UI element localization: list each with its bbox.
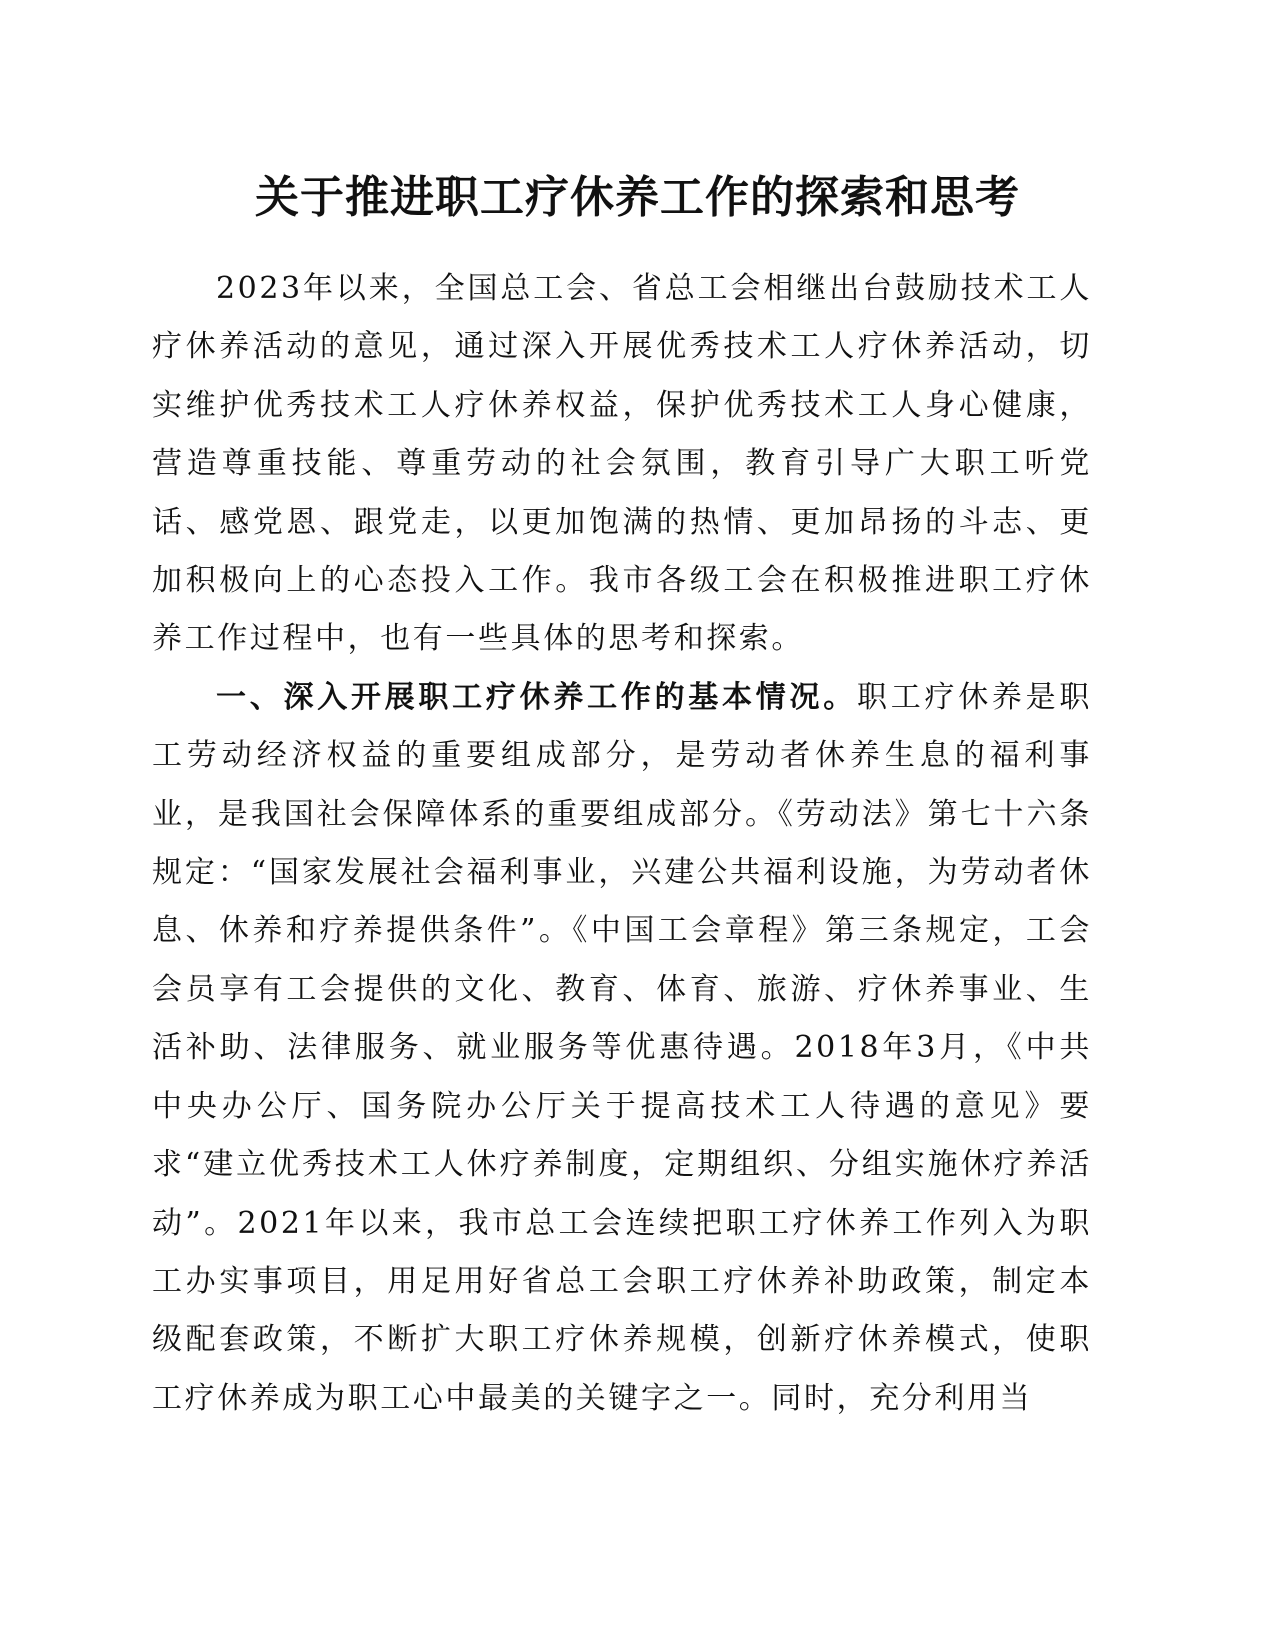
paragraph-section-one [152,669,1092,1428]
section-heading-one: 一、深入开展职工疗休养工作的基本情况。 [216,679,857,715]
paragraph-section-one-text: 职工疗休养是职工劳动经济权益的重要组成部分，是劳动者休养生息的福利事业，是我国社会保障体系的重要组成部分。《劳动法》第七十六条规定：“国家发展社会福利事业，兴建公共福利设施，为劳动者休息、休养和疗养提供条件”。《中国工会章程》第三条规定，工会会员享有工会提供的文化、教育、体育、旅游、疗休养事业、生活补助、法律服务、就业服务等优惠待遇。2018年3月，《中共中央办公厅、国务院办公厅关于提高技术工人待遇的意见》要求“建立优秀技术工人休疗养制度，定期组织、分组实施休疗养活动”。2021年以来，我市总工会连续把职工疗休养工作列入为职工办实事项目，用足用好省总工会职工疗休养补助政策，制定本级配套政策，不断扩大职工疗休养规模，创新疗休养模式，使职工疗休养成为职工心中最美的关键字之一。同时，充分利用当 [152,679,1092,1416]
paragraph-intro: 2023年以来，全国总工会、省总工会相继出台鼓励技术工人疗休养活动的意见，通过深入开展优秀技术工人疗休养活动，切实维护优秀技术工人疗休养权益，保护优秀技术工人身心健康，营造尊重技能、尊重劳动的社会氛围，教育引导广大职工听党话、感党恩、跟党走，以更加饱满的热情、更加昂扬的斗志、更加积极向上的心态投入工作。我市各级工会在积极推进职工疗休养工作过程中，也有一些具体的思考和探索。 [152,271,1092,657]
document-title: 关于推进职工疗休养工作的探索和思考 [255,172,1020,223]
document-body [152,260,1092,1428]
